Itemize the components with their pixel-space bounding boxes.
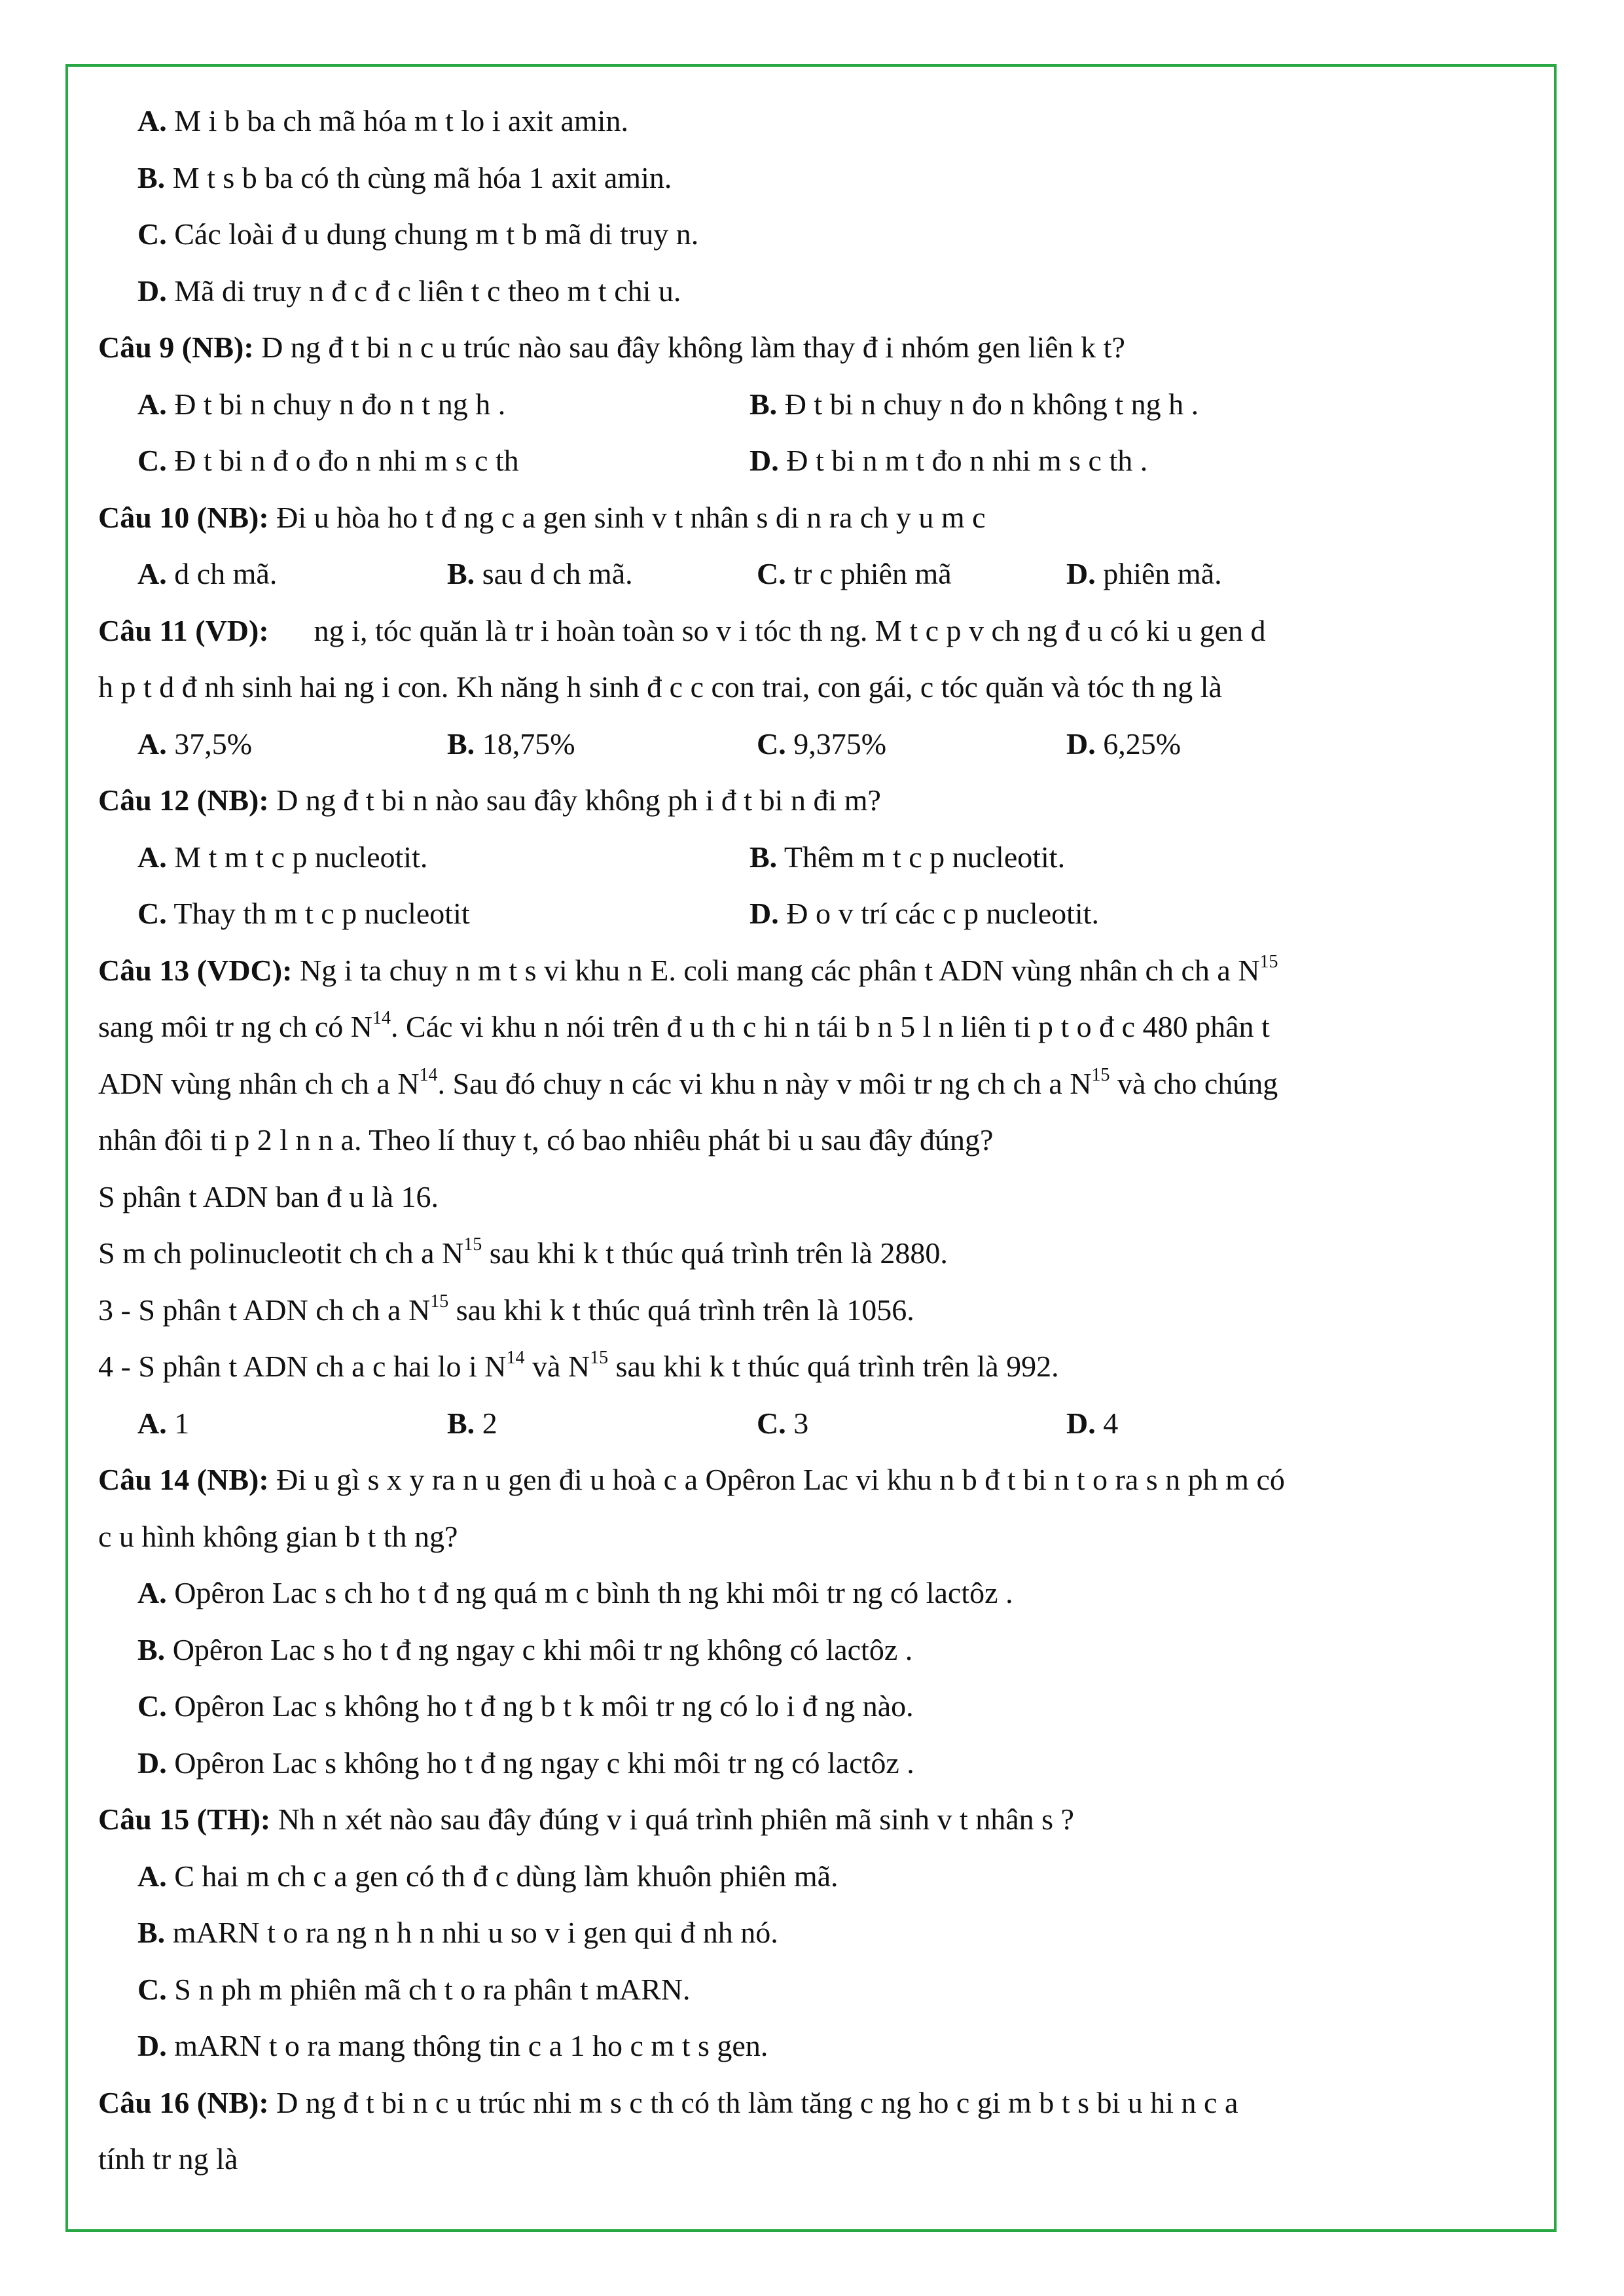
statement-text: S phân t ADN ban đ u là 16. (98, 1179, 439, 1213)
q10-option-c (757, 546, 1066, 603)
q11-stem-line-2 (98, 659, 1532, 716)
option-text: Thêm m t c p nucleotit. (784, 840, 1066, 874)
option-text: 37,5% (174, 726, 253, 761)
q10-stem (98, 490, 1532, 547)
q15-option-d (98, 2018, 1532, 2075)
option-label: C. (757, 726, 786, 761)
option-text: Đ t bi n chuy n đo n t ng h . (174, 387, 506, 421)
option-text: Các loài đ u dung chung m t b mã di truy n. (174, 217, 699, 251)
option-text: M i b ba ch mã hóa m t lo i axit amin. (174, 104, 628, 137)
q13-stem-line-4 (98, 1112, 1532, 1169)
option-label: B. (749, 840, 778, 874)
superscript: 15 (1091, 1064, 1110, 1085)
question-text: ADN vùng nhân ch ch a N (98, 1066, 420, 1100)
question-text: tính tr ng là (98, 2142, 238, 2176)
q8-option-a (98, 93, 1532, 150)
q9-option-c (137, 433, 749, 490)
q15-option-b (98, 1905, 1532, 1962)
q9-option-b (749, 376, 1199, 433)
q10-option-d (1066, 546, 1222, 603)
option-label: C. (137, 897, 167, 930)
option-text: Đ t bi n chuy n đo n không t ng h . (784, 387, 1199, 421)
superscript: 14 (372, 1008, 391, 1028)
q14-stem-line-2 (98, 1509, 1532, 1566)
statement-text: 3 - S phân t ADN ch ch a N (98, 1293, 431, 1327)
question-text: Ng i ta chuy n m t s vi khu n E. coli mang các phân t ADN vùng nhân ch ch a N (299, 953, 1260, 987)
option-text: 4 (1103, 1406, 1119, 1440)
option-label: C. (137, 1972, 167, 2006)
question-text: Đi u gì s x y ra n u gen đi u hoà c a Opêron Lac vi khu n b đ t bi n t o ra s n ph m có (276, 1463, 1285, 1496)
q15-option-c (98, 1962, 1532, 2018)
q13-stem-line-2 (98, 999, 1532, 1056)
q13-statement-4 (98, 1338, 1532, 1395)
option-label: C. (137, 217, 167, 251)
question-text: . Sau đó chuy n các vi khu n này v môi tr ng ch ch a N (437, 1066, 1092, 1100)
question-text: và cho chúng (1117, 1066, 1278, 1100)
option-text: Opêron Lac s không ho t đ ng b t k môi tr ng có lo i đ ng nào. (174, 1689, 914, 1723)
statement-text: S m ch polinucleotit ch ch a N (98, 1236, 464, 1270)
question-heading: Câu 11 (VD): (98, 613, 269, 647)
option-text: Đ o v trí các c p nucleotit. (786, 897, 1099, 930)
question-text: D ng đ t bi n nào sau đây không ph i đ t bi n đi m? (276, 783, 881, 817)
option-text: M t s b ba có th cùng mã hóa 1 axit amin. (172, 160, 672, 194)
superscript: 14 (506, 1348, 525, 1368)
q11-options (98, 716, 1532, 773)
question-heading: Câu 16 (NB): (98, 2085, 269, 2119)
superscript: 15 (430, 1291, 449, 1312)
option-label: A. (137, 1859, 167, 1893)
question-heading: Câu 15 (TH): (98, 1803, 271, 1836)
question-text: nhân đôi ti p 2 l n n a. Theo lí thuy t, có bao nhiêu phát bi u sau đây đúng? (98, 1123, 994, 1157)
q11-option-d (1066, 716, 1181, 773)
superscript: 15 (1259, 951, 1278, 972)
q9-option-d (749, 433, 1147, 490)
option-label: A. (137, 726, 167, 761)
option-label: D. (137, 1746, 167, 1780)
q8-option-d (98, 263, 1532, 320)
q14-option-a (98, 1565, 1532, 1622)
option-label: D. (137, 2029, 167, 2062)
q9-stem (98, 319, 1532, 376)
q10-option-b (447, 546, 757, 603)
option-text: M t m t c p nucleotit. (174, 840, 428, 874)
q13-statement-1 (98, 1169, 1532, 1226)
q8-option-b (98, 150, 1532, 207)
option-label: B. (137, 1632, 166, 1666)
statement-text: sau khi k t thúc quá trình trên là 1056. (456, 1293, 914, 1327)
superscript: 15 (590, 1348, 609, 1368)
q13-option-a (137, 1395, 447, 1452)
q14-stem-line-1 (98, 1452, 1532, 1509)
question-text: D ng đ t bi n c u trúc nào sau đây không làm thay đ i nhóm gen liên k t? (261, 331, 1125, 364)
question-heading: Câu 13 (VDC): (98, 953, 293, 987)
option-text: 3 (793, 1406, 809, 1440)
option-text: 9,375% (793, 726, 887, 761)
option-text: C hai m ch c a gen có th đ c dùng làm khuôn phiên mã. (174, 1859, 839, 1893)
question-text: c u hình không gian b t th ng? (98, 1519, 458, 1553)
q13-statement-3 (98, 1282, 1532, 1339)
q13-stem-line-1 (98, 942, 1532, 999)
statement-text: 4 - S phân t ADN ch a c hai lo i N (98, 1350, 507, 1383)
q13-stem-line-3 (98, 1056, 1532, 1113)
q12-option-d (749, 886, 1099, 942)
q10-option-a (137, 546, 447, 603)
option-label: C. (757, 1406, 786, 1440)
statement-text: sau khi k t thúc quá trình trên là 2880. (489, 1236, 948, 1270)
question-text: Đi u hòa ho t đ ng c a gen sinh v t nhân s di n ra ch y u m c (276, 500, 986, 534)
option-label: B. (447, 1406, 475, 1440)
option-text: S n ph m phiên mã ch t o ra phân t mARN. (174, 1972, 691, 2006)
superscript: 14 (419, 1064, 438, 1085)
option-label: D. (1066, 726, 1096, 761)
q11-stem-line-1 (98, 603, 1532, 660)
q12-option-b (749, 829, 1065, 886)
option-label: B. (749, 387, 778, 421)
q13-statement-2 (98, 1225, 1532, 1282)
option-label: B. (447, 557, 475, 590)
q11-option-a (137, 716, 447, 773)
option-label: D. (749, 897, 779, 930)
q15-stem (98, 1791, 1532, 1848)
option-text: Opêron Lac s không ho t đ ng ngay c khi môi tr ng có lactôz . (174, 1746, 914, 1780)
option-label: D. (1066, 557, 1096, 590)
question-text: D ng đ t bi n c u trúc nhi m s c th có th làm tăng c ng ho c gi m b t s bi u hi n c a (276, 2085, 1238, 2119)
option-text: tr c phiên mã (793, 557, 952, 590)
question-text: Nh n xét nào sau đây đúng v i quá trình phiên mã sinh v t nhân s ? (278, 1803, 1074, 1836)
question-text: ng i, tóc quăn là tr i hoàn toàn so v i tóc th ng. M t c p v ch ng đ u có ki u gen d (314, 613, 1266, 647)
option-text: d ch mã. (174, 557, 278, 590)
q9-options-row-2 (98, 433, 1532, 490)
question-text: sang môi tr ng ch có N (98, 1010, 373, 1043)
option-text: Thay th m t c p nucleotit (173, 897, 470, 930)
option-text: phiên mã. (1103, 557, 1222, 590)
q12-option-c (137, 886, 749, 942)
question-heading: Câu 12 (NB): (98, 783, 269, 817)
option-text: 6,25% (1103, 726, 1182, 761)
q12-options-row-1 (98, 829, 1532, 886)
option-label: C. (757, 557, 786, 590)
option-text: 1 (174, 1406, 190, 1440)
option-label: A. (137, 104, 167, 137)
option-text: 18,75% (482, 726, 575, 761)
option-label: A. (137, 1406, 167, 1440)
option-text: mARN t o ra ng n h n nhi u so v i gen qui đ nh nó. (172, 1916, 778, 1949)
q14-option-b (98, 1622, 1532, 1679)
option-label: D. (749, 444, 779, 477)
option-text: 2 (482, 1406, 497, 1440)
q14-option-c (98, 1678, 1532, 1735)
option-label: C. (137, 444, 167, 477)
q10-options (98, 546, 1532, 603)
q12-options-row-2 (98, 886, 1532, 942)
q11-option-b (447, 716, 757, 773)
option-text: Đ t bi n m t đo n nhi m s c th . (786, 444, 1148, 477)
option-label: B. (137, 1916, 166, 1949)
q13-option-b (447, 1395, 757, 1452)
q13-option-c (757, 1395, 1066, 1452)
q12-stem (98, 772, 1532, 829)
question-heading: Câu 9 (NB): (98, 331, 254, 364)
option-text: Opêron Lac s ho t đ ng ngay c khi môi tr ng không có lactôz . (172, 1632, 913, 1666)
q9-option-a (137, 376, 749, 433)
question-heading: Câu 14 (NB): (98, 1463, 269, 1496)
option-label: C. (137, 1689, 167, 1723)
option-label: A. (137, 1576, 167, 1609)
option-label: D. (137, 274, 167, 308)
q14-option-d (98, 1735, 1532, 1792)
option-label: B. (137, 160, 166, 194)
option-label: A. (137, 557, 167, 590)
superscript: 15 (463, 1234, 482, 1255)
q16-stem-line-1 (98, 2075, 1532, 2132)
option-label: A. (137, 840, 167, 874)
question-heading: Câu 10 (NB): (98, 500, 269, 534)
option-text: sau d ch mã. (482, 557, 633, 590)
option-label: A. (137, 387, 167, 421)
question-text: . Các vi khu n nói trên đ u th c hi n tái b n 5 l n liên ti p t o đ c 480 phân t (391, 1010, 1270, 1043)
option-text: Đ t bi n đ o đo n nhi m s c th (174, 444, 519, 477)
q16-stem-line-2 (98, 2131, 1532, 2188)
q12-option-a (137, 829, 749, 886)
q11-option-c (757, 716, 1066, 773)
option-text: Opêron Lac s ch ho t đ ng quá m c bình th ng khi môi tr ng có lactôz . (174, 1576, 1013, 1609)
statement-text: sau khi k t thúc quá trình trên là 992. (615, 1350, 1059, 1383)
option-label: D. (1066, 1406, 1096, 1440)
question-text: h p t d đ nh sinh hai ng i con. Kh năng h sinh đ c c con trai, con gái, c tóc quăn và tóc th ng là (98, 670, 1222, 704)
option-text: Mã di truy n đ c đ c liên t c theo m t chi u. (174, 274, 681, 308)
q9-options-row-1 (98, 376, 1532, 433)
q13-options (98, 1395, 1532, 1452)
exam-content (98, 93, 1532, 2188)
q13-option-d (1066, 1395, 1118, 1452)
option-text: mARN t o ra mang thông tin c a 1 ho c m t s gen. (174, 2029, 768, 2062)
q8-option-c (98, 206, 1532, 263)
option-label: B. (447, 726, 475, 761)
statement-text: và N (532, 1350, 590, 1383)
q15-option-a (98, 1848, 1532, 1905)
